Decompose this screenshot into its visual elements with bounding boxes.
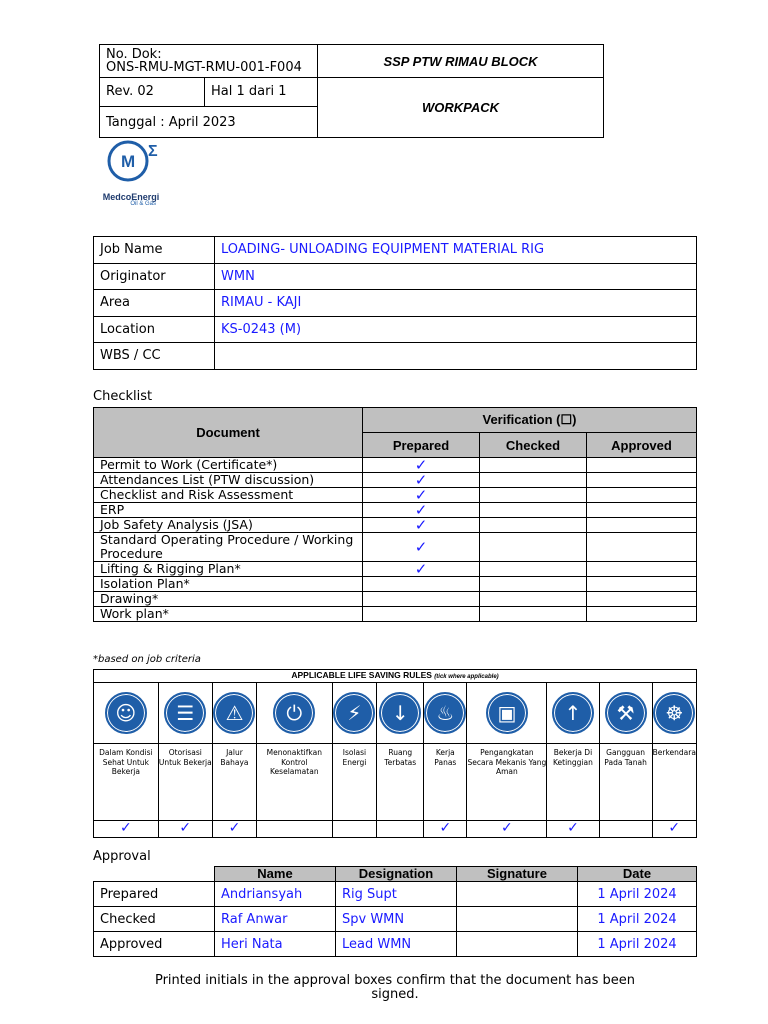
svg-text:Σ: Σ xyxy=(148,143,158,160)
doc-number: ONS-RMU-MGT-RMU-001-F004 xyxy=(106,60,302,75)
lsr-icon-cell xyxy=(94,683,159,744)
confined-space-icon: ↓ xyxy=(379,692,421,734)
job-field-label: Originator xyxy=(94,263,215,290)
job-field-label: Job Name xyxy=(94,237,215,264)
job-row xyxy=(94,237,697,264)
checklist-document: Checklist and Risk Assessment xyxy=(94,488,363,503)
prepared-check-icon: ✓ xyxy=(363,562,480,577)
svg-text:M: M xyxy=(121,152,136,171)
approval-table xyxy=(93,866,697,957)
col-name: Name xyxy=(215,867,336,882)
lsr-check-icon: ✓ xyxy=(652,821,696,838)
col-checked: Checked xyxy=(480,433,587,458)
checked-cell xyxy=(480,488,587,503)
lsr-check-icon: ✓ xyxy=(467,821,547,838)
checklist-row xyxy=(94,488,697,503)
approver-designation: Rig Supt xyxy=(336,882,457,907)
checked-cell xyxy=(480,473,587,488)
approval-corner xyxy=(94,867,215,882)
header-subtitle: WORKPACK xyxy=(318,78,604,138)
revision: Rev. 02 xyxy=(100,78,205,106)
lsr-label: Ruang Terbatas xyxy=(377,744,424,821)
job-row xyxy=(94,343,697,370)
approved-cell xyxy=(587,607,697,622)
checklist-document: Attendances List (PTW discussion) xyxy=(94,473,363,488)
lsr-check-icon: ✓ xyxy=(547,821,599,838)
checked-cell xyxy=(480,518,587,533)
job-field-label: WBS / CC xyxy=(94,343,215,370)
approver-name: Andriansyah xyxy=(215,882,336,907)
lsr-check-icon: ✓ xyxy=(212,821,256,838)
approved-cell xyxy=(587,488,697,503)
job-field-value: WMN xyxy=(215,263,697,290)
lsr-label: Kerja Panas xyxy=(424,744,467,821)
prepared-check-icon: ✓ xyxy=(363,458,480,473)
prepared-check-icon: ✓ xyxy=(363,533,480,562)
footer-note: Printed initials in the approval boxes confirm that the document has been signed. xyxy=(154,973,636,1002)
lsr-icon-cell xyxy=(332,683,377,744)
lsr-check-icon: ✓ xyxy=(424,821,467,838)
lsr-icon-cell xyxy=(652,683,696,744)
approved-cell xyxy=(587,458,697,473)
approver-name: Heri Nata xyxy=(215,932,336,957)
checklist-row xyxy=(94,533,697,562)
lsr-label: Isolasi Energi xyxy=(332,744,377,821)
checked-cell xyxy=(480,458,587,473)
approval-row xyxy=(94,882,697,907)
approved-cell xyxy=(587,473,697,488)
lsr-label: Menonaktifkan Kontrol Keselamatan xyxy=(257,744,332,821)
lsr-label: Jalur Bahaya xyxy=(212,744,256,821)
prepared-check-icon: ✓ xyxy=(363,503,480,518)
checklist-note: *based on job criteria xyxy=(93,654,201,665)
lsr-label: Pengangkatan Secara Mekanis Yang Aman xyxy=(467,744,547,821)
approval-row xyxy=(94,907,697,932)
approver-signature[interactable] xyxy=(457,932,578,957)
lsr-check-icon xyxy=(257,821,332,838)
approved-cell xyxy=(587,577,697,592)
checklist-document: Permit to Work (Certificate*) xyxy=(94,458,363,473)
page-number: Hal 1 dari 1 xyxy=(211,84,287,99)
checklist-row xyxy=(94,577,697,592)
approval-date: 1 April 2024 xyxy=(578,907,697,932)
logo-subtitle: Oil & Gas xyxy=(130,201,156,207)
approval-row xyxy=(94,932,697,957)
col-designation: Designation xyxy=(336,867,457,882)
checked-cell xyxy=(480,577,587,592)
lsr-icon-cell xyxy=(424,683,467,744)
checklist-row xyxy=(94,607,697,622)
col-signature: Signature xyxy=(457,867,578,882)
job-row xyxy=(94,263,697,290)
approver-signature[interactable] xyxy=(457,907,578,932)
rev-page-cell xyxy=(100,78,318,107)
checklist-row xyxy=(94,518,697,533)
lsr-check-icon xyxy=(377,821,424,838)
lsr-label: Bekerja Di Ketinggian xyxy=(547,744,599,821)
approval-role: Prepared xyxy=(94,882,215,907)
lsr-icon-cell xyxy=(212,683,256,744)
checklist-label: Checklist xyxy=(93,389,153,404)
col-document: Document xyxy=(94,408,363,458)
checklist-document: Isolation Plan* xyxy=(94,577,363,592)
approver-name: Raf Anwar xyxy=(215,907,336,932)
checklist-document: Job Safety Analysis (JSA) xyxy=(94,518,363,533)
approver-signature[interactable] xyxy=(457,882,578,907)
checklist-row xyxy=(94,562,697,577)
header-title: SSP PTW RIMAU BLOCK xyxy=(318,45,604,78)
approval-label: Approval xyxy=(93,849,151,864)
lsr-icon-cell xyxy=(547,683,599,744)
prepared-check-icon xyxy=(363,607,480,622)
checklist-row xyxy=(94,503,697,518)
checked-cell xyxy=(480,607,587,622)
checked-cell xyxy=(480,503,587,518)
safety-control-icon: ⏻ xyxy=(273,692,315,734)
prepared-check-icon: ✓ xyxy=(363,473,480,488)
checklist-document: Lifting & Rigging Plan* xyxy=(94,562,363,577)
lsr-label: Otorisasi Untuk Bekerja xyxy=(158,744,212,821)
lifting-icon: ▣ xyxy=(486,692,528,734)
checklist-row xyxy=(94,458,697,473)
job-field-value xyxy=(215,343,697,370)
checklist-document: Standard Operating Procedure / Working Procedure xyxy=(94,533,363,562)
approval-date: 1 April 2024 xyxy=(578,932,697,957)
approved-cell xyxy=(587,533,697,562)
checklist-document: Work plan* xyxy=(94,607,363,622)
clipboard-icon: ☰ xyxy=(164,692,206,734)
lsr-title-text: APPLICABLE LIFE SAVING RULES xyxy=(291,670,432,680)
lsr-label: Berkendara xyxy=(652,744,696,821)
ground-disturbance-icon: ⚒ xyxy=(605,692,647,734)
job-row xyxy=(94,290,697,317)
approval-date: 1 April 2024 xyxy=(578,882,697,907)
logo-name: MedcoEnergi xyxy=(102,192,160,202)
lsr-check-icon xyxy=(332,821,377,838)
energy-isolation-icon: ⚡ xyxy=(333,692,375,734)
lsr-check-icon: ✓ xyxy=(94,821,159,838)
lsr-label: Dalam Kondisi Sehat Untuk Bekerja xyxy=(94,744,159,821)
doc-date: Tanggal : April 2023 xyxy=(100,107,318,138)
prepared-check-icon xyxy=(363,592,480,607)
person-health-icon: ☺ xyxy=(105,692,147,734)
job-field-label: Location xyxy=(94,316,215,343)
lsr-title xyxy=(94,670,697,683)
height-icon: ↑ xyxy=(552,692,594,734)
checklist-document: ERP xyxy=(94,503,363,518)
lsr-icon-cell xyxy=(377,683,424,744)
life-saving-rules-table xyxy=(93,669,697,838)
col-prepared: Prepared xyxy=(363,433,480,458)
checklist-row xyxy=(94,592,697,607)
checklist-document: Drawing* xyxy=(94,592,363,607)
col-approved: Approved xyxy=(587,433,697,458)
col-date: Date xyxy=(578,867,697,882)
prepared-check-icon: ✓ xyxy=(363,488,480,503)
approval-role: Approved xyxy=(94,932,215,957)
lsr-icon-cell xyxy=(257,683,332,744)
approver-designation: Spv WMN xyxy=(336,907,457,932)
checked-cell xyxy=(480,592,587,607)
doc-number-label: No. Dok: xyxy=(106,47,162,62)
logo-wordmark xyxy=(86,192,176,207)
job-field-value: RIMAU - KAJI xyxy=(215,290,697,317)
job-field-value: LOADING- UNLOADING EQUIPMENT MATERIAL RIG xyxy=(215,237,697,264)
doc-number-cell xyxy=(100,45,318,78)
approval-role: Checked xyxy=(94,907,215,932)
lsr-label: Gangguan Pada Tanah xyxy=(599,744,652,821)
lsr-icon-cell xyxy=(599,683,652,744)
flame-icon: ♨ xyxy=(424,692,466,734)
prepared-check-icon xyxy=(363,577,480,592)
lsr-check-icon xyxy=(599,821,652,838)
job-field-label: Area xyxy=(94,290,215,317)
approved-cell xyxy=(587,518,697,533)
lsr-icon-cell xyxy=(158,683,212,744)
driving-icon: ☸ xyxy=(653,692,695,734)
prepared-check-icon: ✓ xyxy=(363,518,480,533)
job-info-table xyxy=(93,236,697,370)
hazard-path-icon: ⚠ xyxy=(213,692,255,734)
approver-designation: Lead WMN xyxy=(336,932,457,957)
lsr-title-note: (tick where applicable) xyxy=(434,674,499,680)
approved-cell xyxy=(587,562,697,577)
checked-cell xyxy=(480,533,587,562)
approved-cell xyxy=(587,592,697,607)
lsr-check-icon: ✓ xyxy=(158,821,212,838)
job-row xyxy=(94,316,697,343)
job-field-value: KS-0243 (M) xyxy=(215,316,697,343)
checklist-table xyxy=(93,407,697,622)
document-header xyxy=(99,44,604,138)
checked-cell xyxy=(480,562,587,577)
approved-cell xyxy=(587,503,697,518)
checklist-row xyxy=(94,473,697,488)
col-verification: Verification (☐) xyxy=(363,408,697,433)
lsr-icon-cell xyxy=(467,683,547,744)
